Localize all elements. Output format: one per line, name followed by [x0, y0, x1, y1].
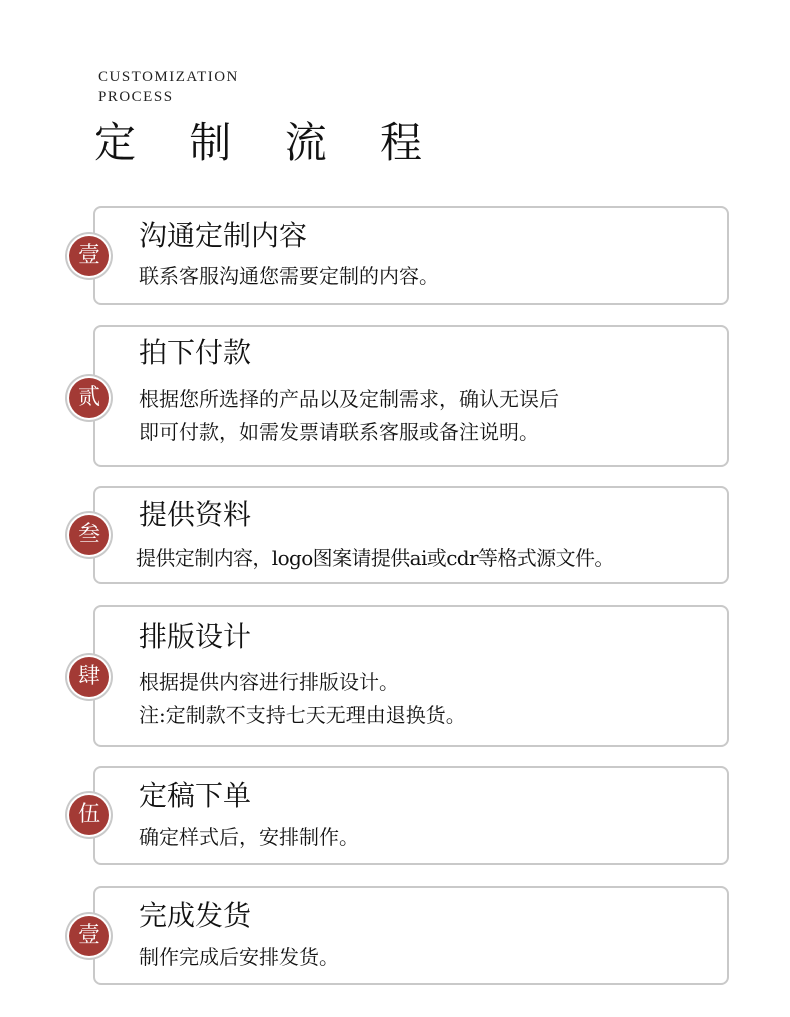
step-card-1 — [77, 206, 729, 305]
step-badge-2: 贰 — [69, 378, 109, 418]
step-card-5 — [77, 766, 729, 865]
step-desc-3-line1: 提供定制内容，logo图案请提供ai或cdr等格式源文件。 — [136, 546, 614, 570]
step-title-5: 定稿下单 — [139, 779, 252, 812]
step-badge-4: 肆 — [69, 657, 109, 697]
step-desc-4-line2: 注:定制款不支持七天无理由退换货。 — [139, 703, 466, 727]
step-card-6 — [77, 886, 729, 985]
step-badge-3: 叁 — [69, 515, 109, 555]
step-desc-2 — [139, 383, 559, 449]
step-desc-5 — [139, 821, 359, 854]
step-desc-5-line1: 确定样式后，安排制作。 — [139, 825, 359, 849]
step-card-3 — [77, 486, 729, 584]
page-title: 定 制 流 程 — [94, 118, 443, 167]
step-title-3: 提供资料 — [139, 498, 252, 531]
step-desc-2-line1: 根据您所选择的产品以及定制需求，确认无误后 — [139, 387, 559, 411]
step-card-2 — [77, 325, 729, 467]
step-title-4: 排版设计 — [139, 620, 252, 653]
step-badge-5: 伍 — [69, 795, 109, 835]
step-desc-1-line1: 联系客服沟通您需要定制的内容。 — [139, 264, 439, 288]
step-desc-6-line1: 制作完成后安排发货。 — [139, 945, 339, 969]
step-desc-6 — [139, 941, 339, 974]
header-subtitle-en — [98, 67, 239, 107]
step-card-4 — [77, 605, 729, 747]
header-en-line2: PROCESS — [98, 89, 174, 105]
header-en-line1: CUSTOMIZATION — [98, 69, 239, 85]
step-badge-6: 壹 — [69, 916, 109, 956]
step-title-2: 拍下付款 — [139, 336, 252, 369]
step-title-1: 沟通定制内容 — [139, 219, 308, 252]
step-desc-3 — [136, 542, 614, 575]
step-desc-4-line1: 根据提供内容进行排版设计。 — [139, 670, 399, 694]
step-desc-4 — [139, 666, 466, 732]
step-title-6: 完成发货 — [139, 899, 252, 932]
step-badge-1: 壹 — [69, 236, 109, 276]
step-desc-2-line2: 即可付款，如需发票请联系客服或备注说明。 — [139, 420, 539, 444]
step-desc-1 — [139, 260, 439, 293]
